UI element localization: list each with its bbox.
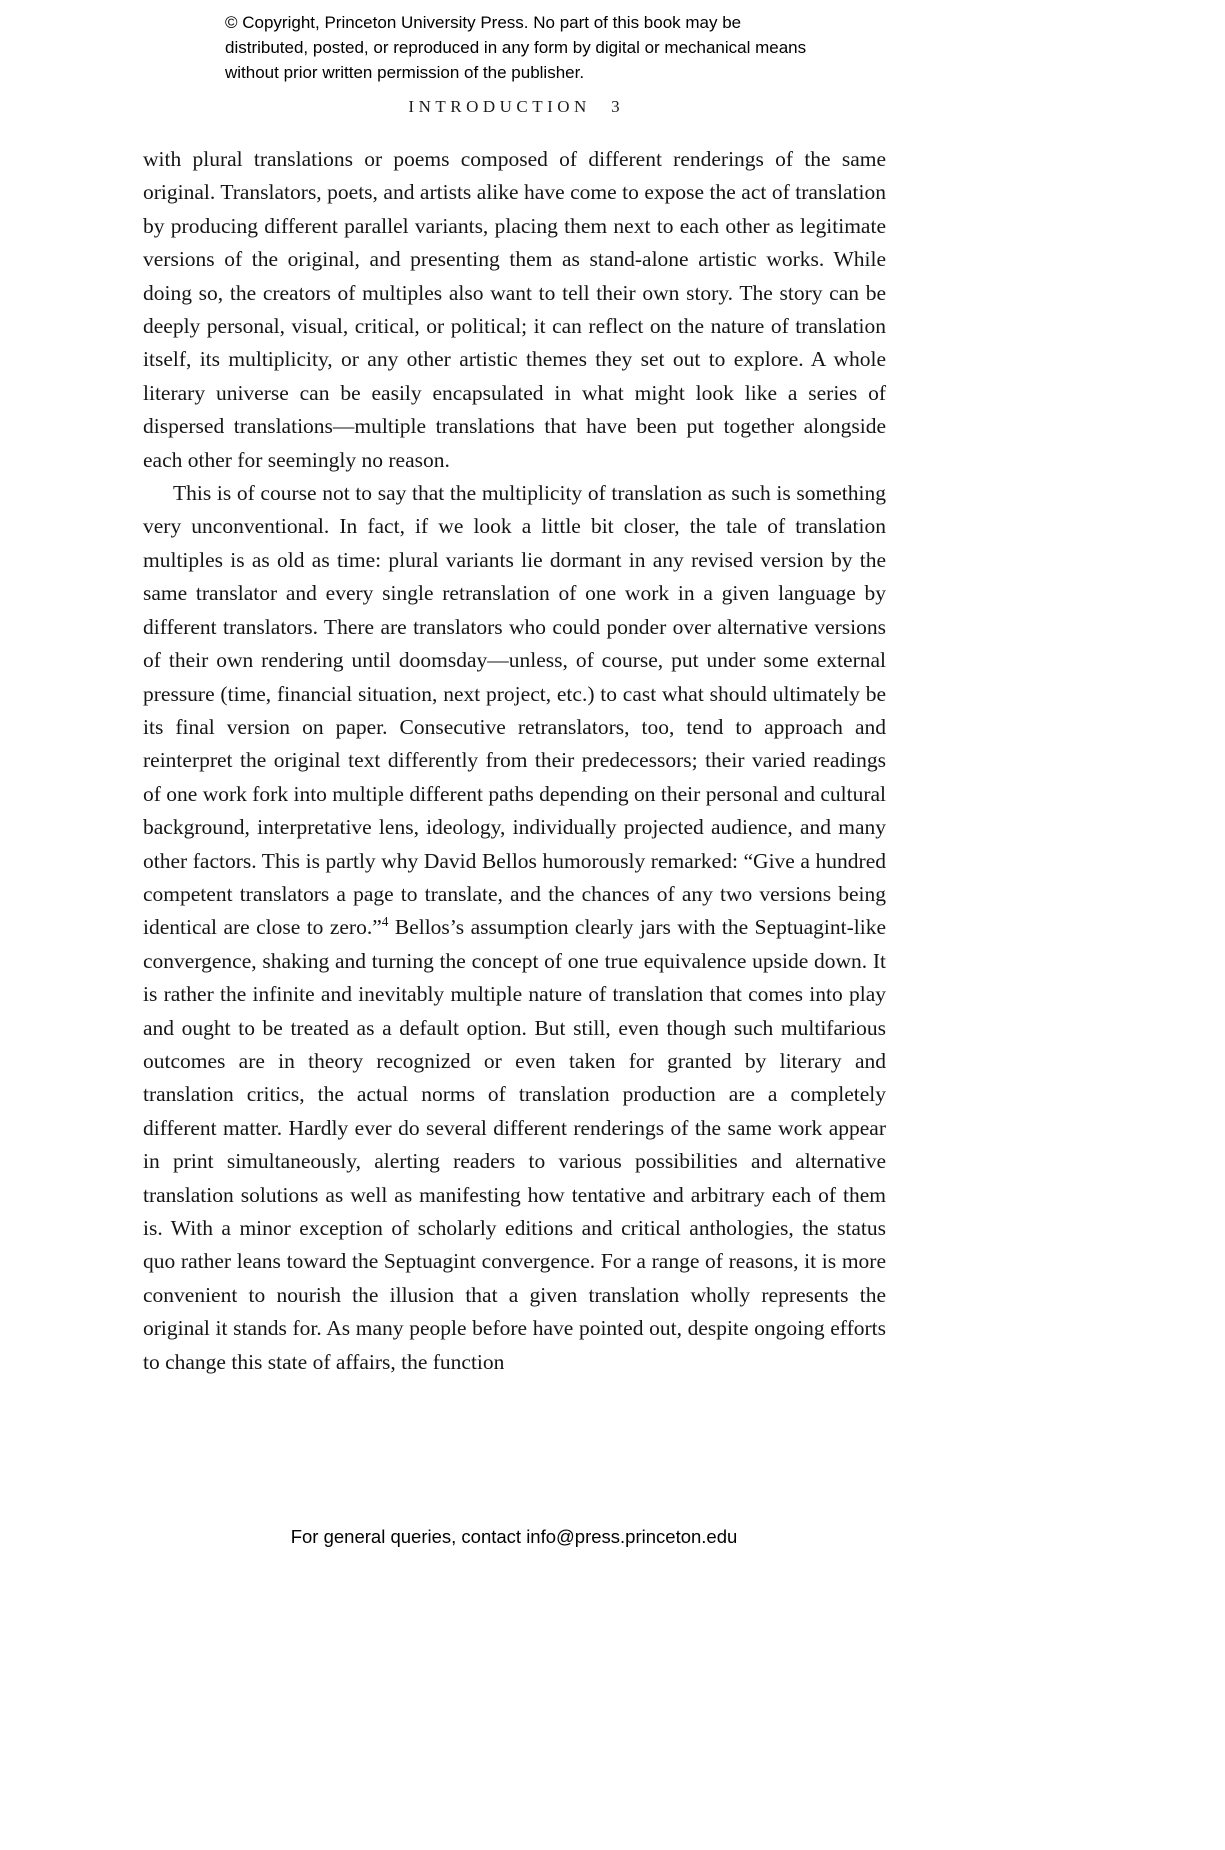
paragraph-continuation: with plural translations or poems composed of different renderings of the same original. Translators, poets, and artists alike have come to expose the act of translation by producing different parallel variants, placing them next to each other as legitimate versions of the original, and presenting them as stand-alone artistic works. While doing so, the creators of multiples also want to tell their own story. The story can be deeply personal, visual, critical, or political; it can reflect on the nature of translation itself, its multiplicity, or any other artistic themes they set out to explore. A whole literary universe can be easily encapsulated in what might look like a series of dispersed translations—multiple translations that have been put together alongside each other for seemingly no reason.: [143, 147, 886, 472]
paragraph-text-after-note: Bellos’s assumption clearly jars with the Septuagint-like convergence, shaking and turning the concept of one true equivalence upside down. It is rather the infinite and inevitably multiple nature of translation that comes into play and ought to be treated as a default option. But still, even though such multifarious outcomes are in theory recognized or even taken for granted by literary and translation critics, the actual norms of translation production are a completely different matter. Hardly ever do several different renderings of the same work appear in print simultaneously, alerting readers to various possibilities and alternative translation solutions as well as manifesting how tentative and arbitrary each of them is. With a minor exception of scholarly editions and critical anthologies, the status quo rather leans toward the Septuagint convergence. For a range of reasons, it is more convenient to nourish the illusion that a given translation wholly represents the original it stands for. As many people before have pointed out, despite ongoing efforts to change this state of affairs, the function: [143, 915, 886, 1374]
copyright-notice: © Copyright, Princeton University Press. No part of this book may be distributed, posted, or reproduced in any form by digital or mechanical means without prior written permission of the publisher.: [225, 13, 807, 82]
running-head: [143, 97, 885, 117]
body-text: [143, 143, 886, 1379]
page-number: 3: [611, 97, 620, 116]
paragraph: [143, 477, 886, 1379]
running-head-title: INTRODUCTION: [408, 97, 591, 116]
paragraph-text-before-note: This is of course not to say that the multiplicity of translation as such is something very unconventional. In fact, if we look a little bit closer, the tale of translation multiples is as old as time: plural variants lie dormant in any revised version by the same translator and every single retranslation of one work in a given language by different translators. There are translators who could ponder over alternative versions of their own rendering until doomsday—unless, of course, put under some external pressure (time, financial situation, next project, etc.) to cast what should ultimately be its final version on paper. Consecutive retranslators, too, tend to approach and reinterpret the original text differently from their predecessors; their varied readings of one work fork into multiple different paths depending on their personal and cultural background, interpretative lens, ideology, individually projected audience, and many other factors. This is partly why David Bellos humorously remarked: “Give a hundred competent translators a page to translate, and the chances of any two versions being identical are close to zero.”: [143, 481, 886, 940]
footnote-marker: 4: [381, 914, 389, 930]
footer-contact-line: For general queries, contact info@press.princeton.edu: [290, 1526, 738, 1547]
